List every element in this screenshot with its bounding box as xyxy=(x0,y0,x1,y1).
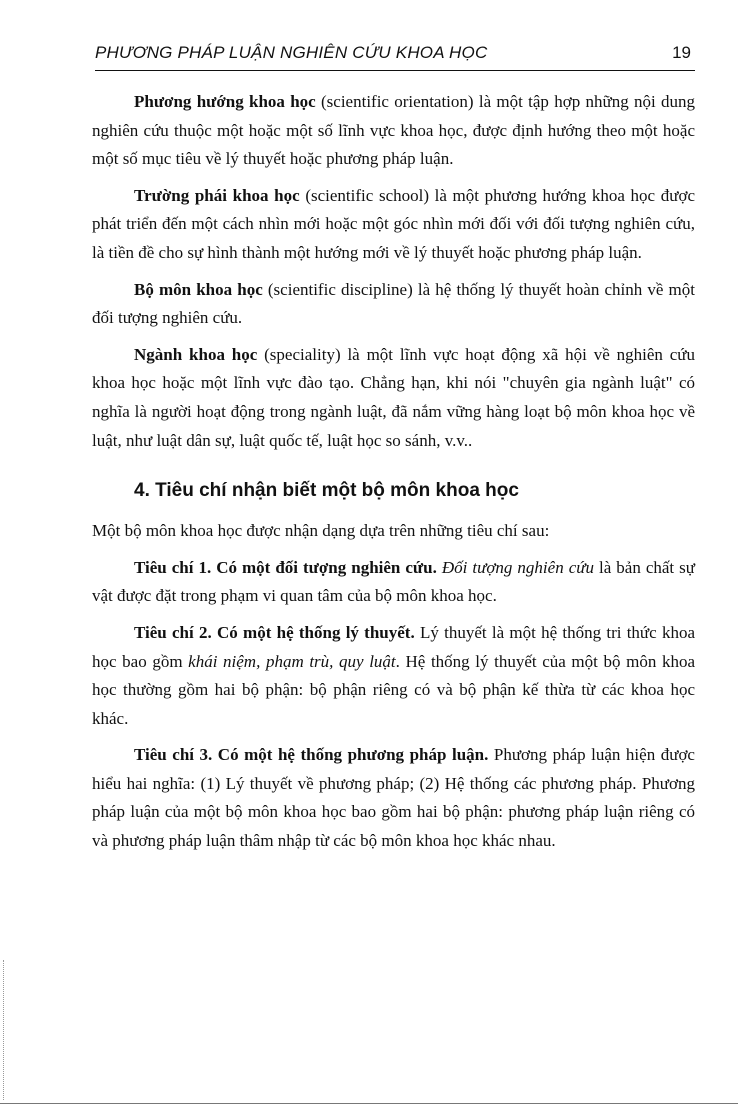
criterion-paragraph xyxy=(92,741,695,855)
definition-text: (scientific orientation) là một tập hợp những nội dung nghiên cứu thuộc một hoặc một số lĩnh vực khoa học, được định hướng theo một hoặc một số mục tiêu về lý thuyết hoặc phương pháp luận. xyxy=(92,92,696,169)
criterion-italic: Đối tượng nghiên cứu xyxy=(436,557,595,577)
criterion-title: Có một hệ thống lý thuyết. xyxy=(211,622,415,642)
criterion-text: Phương pháp luận hiện được hiểu hai nghĩa: (1) Lý thuyết về phương pháp; (2) Hệ thống các phương pháp. Phương pháp luận của một bộ môn khoa học bao gồm hai bộ phận: phương pháp luận riêng có và phương pháp luận thâm nhập từ các bộ môn khoa học khác nhau. xyxy=(92,745,695,851)
header-title: PHƯƠNG PHÁP LUẬN NGHIÊN CỨU KHOA HỌC xyxy=(95,43,488,62)
criterion-label: Tiêu chí 3. xyxy=(134,745,213,765)
definition-term: Bộ môn khoa học xyxy=(134,279,263,299)
criterion-label: Tiêu chí 1. xyxy=(134,557,212,577)
page-body xyxy=(92,88,695,864)
definition-text: (scientific school) là một phương hướng khoa học được phát triển đến một cách nhìn mới hoặc một góc nhìn mới đối với đối tượng nghiên cứu, là tiền đề cho sự hình thành một hướng mới về lý thuyết hoặc phương pháp luận. xyxy=(92,185,695,262)
criterion-title: Có một hệ thống phương pháp luận. xyxy=(212,745,489,765)
running-header xyxy=(95,40,695,71)
definition-paragraph xyxy=(92,341,695,455)
criterion-text: . Hệ thống lý thuyết của một bộ môn khoa học thường gồm hai bộ phận: bộ phận riêng có và bộ phận kế thừa từ các khoa học khác. xyxy=(92,651,695,728)
criterion-italic: khái niệm, phạm trù, quy luật xyxy=(188,651,396,671)
criterion-title: Có một đối tượng nghiên cứu. xyxy=(211,557,437,577)
definition-text: (scientific discipline) là hệ thống lý thuyết hoàn chỉnh về một đối tượng nghiên cứu. xyxy=(92,279,695,328)
criterion-text: Lý thuyết là một hệ thống tri thức khoa học bao gồm xyxy=(92,622,695,671)
scan-margin-line xyxy=(3,960,4,1100)
definition-paragraph xyxy=(92,88,695,174)
criterion-text: là bản chất sự vật được đặt trong phạm vi quan tâm của bộ môn khoa học. xyxy=(92,557,695,606)
criterion-paragraph xyxy=(92,619,695,733)
definition-paragraph xyxy=(92,276,695,333)
definition-term: Ngành khoa học xyxy=(134,344,258,364)
criterion-paragraph xyxy=(92,554,695,611)
section-intro: Một bộ môn khoa học được nhận dạng dựa trên những tiêu chí sau: xyxy=(92,521,550,541)
definition-term: Trường phái khoa học xyxy=(134,185,300,205)
definition-paragraph xyxy=(92,182,695,268)
page-bottom-edge xyxy=(0,1103,738,1104)
definition-term: Phương hướng khoa học xyxy=(134,92,316,111)
definition-text: (speciality) là một lĩnh vực hoạt động xã hội về nghiên cứu khoa học hoặc một lĩnh vực đào tạo. Chẳng hạn, khi nói "chuyên gia ngành luật" có nghĩa là người hoạt động trong ngành luật, đã nắm vững hàng loạt bộ môn khoa học về luật, như luật dân sự, luật quốc tế, luật học so sánh, v.v.. xyxy=(92,344,695,450)
criterion-label: Tiêu chí 2. xyxy=(134,622,212,642)
page-number: 19 xyxy=(672,43,691,62)
section-heading: 4. Tiêu chí nhận biết một bộ môn khoa học xyxy=(134,480,519,502)
